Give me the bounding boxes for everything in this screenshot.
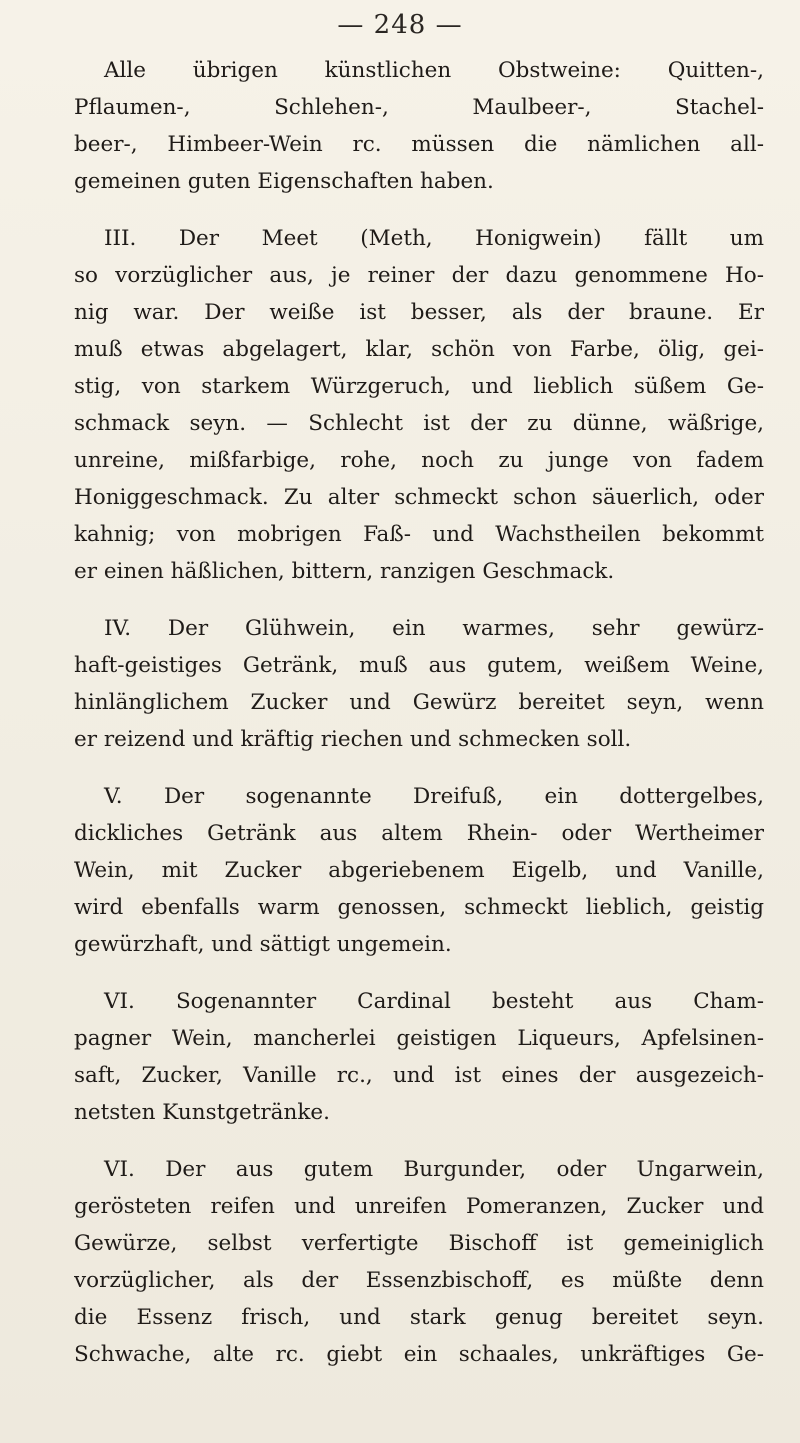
paragraph-obstweine — [74, 52, 764, 200]
text-line: VI. Sogenannter Cardinal besteht aus Cham- — [104, 989, 764, 1014]
paragraph-cardinal — [74, 983, 764, 1131]
text-line: Schwache, alte rc. giebt ein schaales, unkräftiges Ge- — [74, 1342, 764, 1367]
text-line: Alle übrigen künstlichen Obstweine: Quitten-, — [104, 58, 764, 83]
page-body — [74, 52, 764, 1373]
paragraph-bischoff — [74, 1151, 764, 1373]
text-line: nig war. Der weiße ist besser, als der braune. Er — [74, 300, 764, 325]
text-line: III. Der Meet (Meth, Honigwein) fällt um — [104, 226, 764, 251]
text-line: er reizend und kräftig riechen und schmecken soll. — [74, 727, 632, 752]
text-line: Honiggeschmack. Zu alter schmeckt schon säuerlich, oder — [74, 485, 764, 510]
text-line: IV. Der Glühwein, ein warmes, sehr gewürz- — [104, 616, 764, 641]
text-line: schmack seyn. — Schlecht ist der zu dünne, wäßrige, — [74, 411, 764, 436]
text-line: dickliches Getränk aus altem Rhein- oder Wertheimer — [74, 821, 764, 846]
text-line: muß etwas abgelagert, klar, schön von Farbe, ölig, gei- — [74, 337, 764, 362]
text-line: pagner Wein, mancherlei geistigen Liqueurs, Apfelsinen- — [74, 1026, 764, 1051]
text-line: VI. Der aus gutem Burgunder, oder Ungarwein, — [104, 1157, 764, 1182]
text-line: hinlänglichem Zucker und Gewürz bereitet seyn, wenn — [74, 690, 764, 715]
page-number: — 248 — — [337, 10, 463, 40]
text-line: unreine, mißfarbige, rohe, noch zu junge von fadem — [74, 448, 764, 473]
text-line: gemeinen guten Eigenschaften haben. — [74, 169, 494, 194]
text-line: saft, Zucker, Vanille rc., und ist eines der ausgezeich- — [74, 1063, 764, 1088]
text-line: Pflaumen-, Schlehen-, Maulbeer-, Stachel- — [74, 95, 764, 120]
text-line: Wein, mit Zucker abgeriebenem Eigelb, und Vanille, — [74, 858, 764, 883]
text-line: Gewürze, selbst verfertigte Bischoff ist gemeiniglich — [74, 1231, 764, 1256]
text-line: er einen häßlichen, bittern, ranzigen Geschmack. — [74, 559, 615, 584]
text-line: so vorzüglicher aus, je reiner der dazu genommene Ho- — [74, 263, 764, 288]
text-line: gerösteten reifen und unreifen Pomeranzen, Zucker und — [74, 1194, 764, 1219]
paragraph-dreifuss — [74, 778, 764, 963]
text-line: wird ebenfalls warm genossen, schmeckt lieblich, geistig — [74, 895, 764, 920]
text-line: beer-, Himbeer-Wein rc. müssen die nämlichen all- — [74, 132, 764, 157]
text-line: die Essenz frisch, und stark genug bereitet seyn. — [74, 1305, 764, 1330]
text-line: stig, von starkem Würzgeruch, und lieblich süßem Ge- — [74, 374, 764, 399]
text-line: gewürzhaft, und sättigt ungemein. — [74, 932, 452, 957]
paragraph-meet — [74, 220, 764, 590]
text-line: vorzüglicher, als der Essenzbischoff, es müßte denn — [74, 1268, 764, 1293]
text-line: kahnig; von mobrigen Faß- und Wachstheilen bekommt — [74, 522, 764, 547]
text-line: V. Der sogenannte Dreifuß, ein dottergelbes, — [104, 784, 764, 809]
text-line: netsten Kunstgetränke. — [74, 1100, 330, 1125]
text-line: haft-geistiges Getränk, muß aus gutem, weißem Weine, — [74, 653, 764, 678]
paragraph-gluehwein — [74, 610, 764, 758]
